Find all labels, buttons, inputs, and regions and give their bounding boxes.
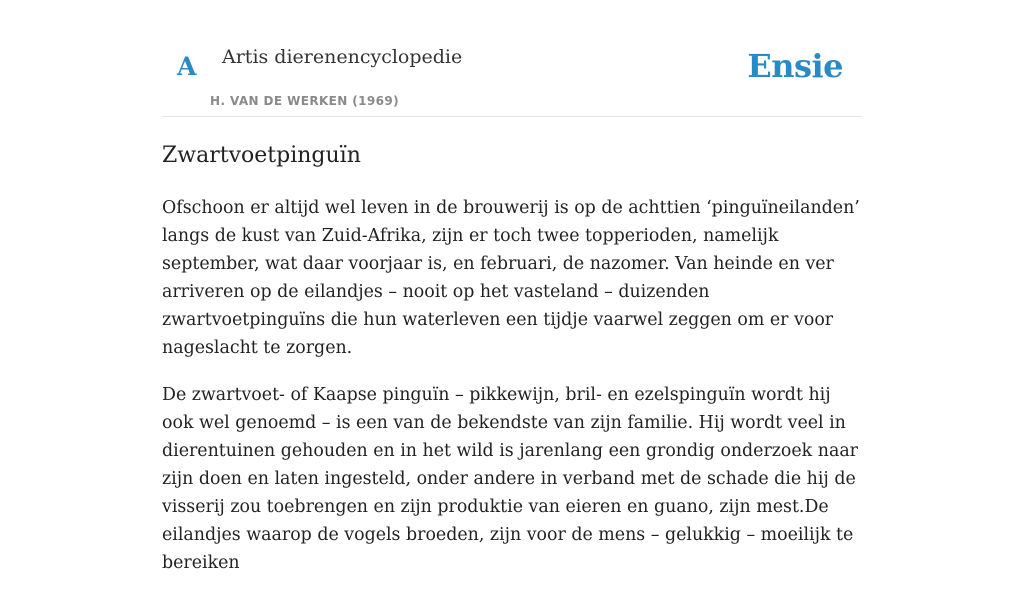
book-author: H. VAN DE WERKEN (1969) [210,94,400,108]
entry-content [162,140,862,596]
entry-paragraph-2: De zwartvoet- of Kaapse pinguïn – pikkewijn, bril- en ezelspinguïn wordt hij ook wel genoemd – is een van de bekendste van zijn familie. Hij wordt veel in dierentuinen gehouden en in het wild is jarenlang een grondig onderzoek naar zijn doen en laten ingesteld, onder andere in verband met de schade die hij de visserij zou toebrengen en zijn produktie van eieren en guano, zijn mest.De eilandjes waarop de vogels broeden, zijn voor de mens – gelukkig – moeilijk te bereiken [162,385,858,573]
entry-title: Zwartvoetpinguïn [162,143,361,168]
book-logo[interactable]: A [177,52,197,81]
header [162,0,862,117]
ensie-logo[interactable]: Ensie [747,47,843,85]
entry-paragraph-1: Ofschoon er altijd wel leven in de brouwerij is op de achttien ‘pinguïneilanden’ langs de kust van Zuid-Afrika, zijn er toch twee topperioden, namelijk september, wat daar voorjaar is, en februari, de nazomer. Van heinde en ver arriveren op de eilandjes – nooit op het vasteland – duizenden zwartvoetpinguïns die hun waterleven een tijdje vaarwel zeggen om er voor nageslacht te zorgen. [162,198,860,358]
book-title[interactable]: Artis dierenencyclopedie [222,46,463,68]
